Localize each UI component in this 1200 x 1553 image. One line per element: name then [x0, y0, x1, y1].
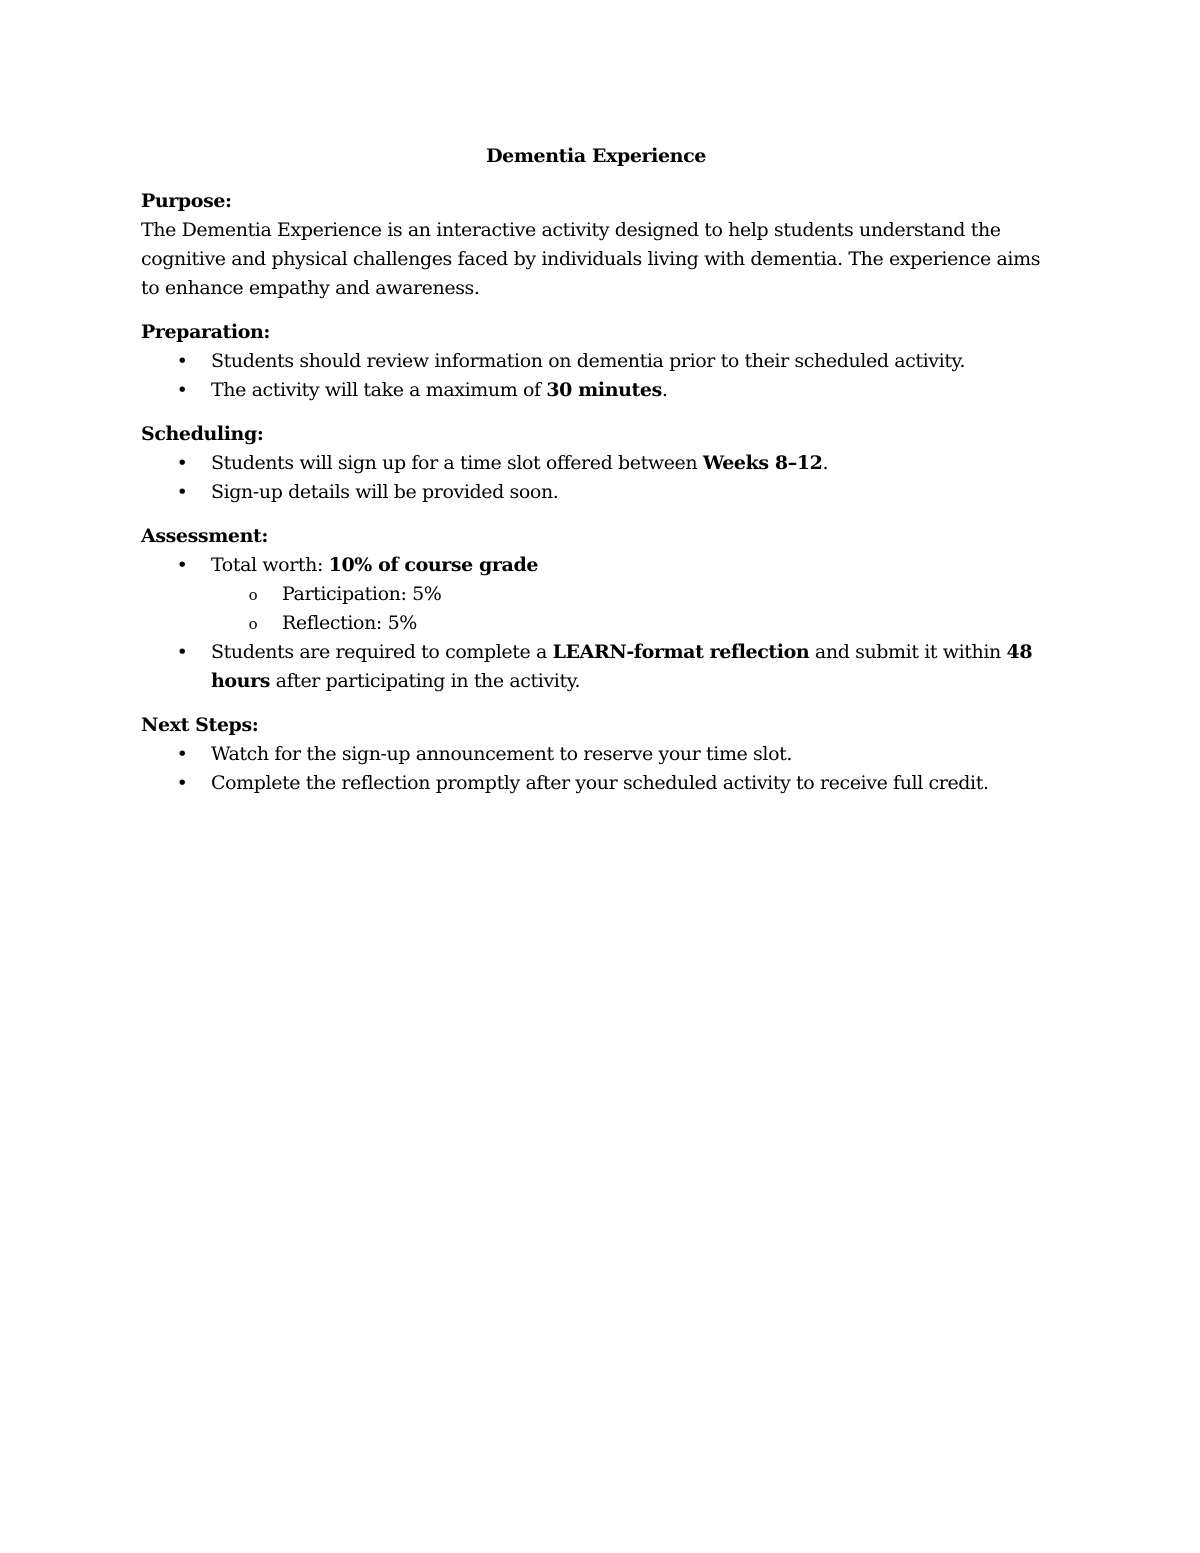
bullet-icon: • — [176, 350, 188, 372]
list-item-text: Students should review information on dementia prior to their scheduled activity. — [211, 350, 966, 372]
bullet-icon: • — [176, 743, 188, 765]
deadline-emphasis: 48 hours — [211, 641, 1033, 692]
list-item — [141, 449, 1051, 478]
bullet-icon: • — [176, 379, 188, 401]
list-item — [141, 638, 1051, 696]
scheduling-section — [141, 420, 1051, 507]
list-item — [141, 347, 1051, 376]
list-item-text: The activity will take a maximum of — [211, 379, 547, 401]
bullet-icon: • — [176, 452, 188, 474]
next-steps-section — [141, 711, 1051, 798]
assessment-section — [141, 522, 1051, 696]
preparation-heading: Preparation: — [141, 321, 270, 343]
list-item-text: . — [822, 452, 829, 474]
list-item-text: Students are required to complete a — [211, 641, 553, 663]
sub-list-item — [141, 609, 1051, 638]
document-body — [141, 140, 1051, 813]
next-steps-list — [141, 740, 1051, 798]
list-item — [141, 740, 1051, 769]
preparation-list — [141, 347, 1051, 405]
next-steps-heading: Next Steps: — [141, 714, 259, 736]
duration-emphasis: 30 minutes — [546, 379, 662, 401]
scheduling-heading: Scheduling: — [141, 423, 264, 445]
bullet-icon: • — [176, 641, 188, 663]
sub-list-item-text: Participation: 5% — [282, 583, 442, 605]
format-emphasis: LEARN-format reflection — [552, 641, 810, 663]
weeks-emphasis: Weeks 8–12 — [702, 452, 823, 474]
scheduling-list — [141, 449, 1051, 507]
list-item — [141, 376, 1051, 405]
list-item — [141, 769, 1051, 798]
document-title: Dementia Experience — [486, 145, 706, 167]
list-item-text: Total worth: — [211, 554, 329, 576]
bullet-icon: • — [176, 481, 188, 503]
preparation-section — [141, 318, 1051, 405]
assessment-list — [141, 551, 1051, 696]
purpose-section — [141, 187, 1051, 303]
sub-bullet-icon: o — [248, 615, 258, 633]
list-item-text: Watch for the sign-up announcement to reserve your time slot. — [211, 743, 792, 765]
list-item-text: and submit it within — [809, 641, 1007, 663]
bullet-icon: • — [176, 554, 188, 576]
bullet-icon: • — [176, 772, 188, 794]
sub-bullet-icon: o — [248, 586, 258, 604]
grade-emphasis: 10% of course grade — [328, 554, 539, 576]
list-item-text: . — [661, 379, 668, 401]
list-item — [141, 478, 1051, 507]
list-item-text: Sign-up details will be provided soon. — [211, 481, 559, 503]
sub-list-item — [141, 580, 1051, 609]
sub-list-item-text: Reflection: 5% — [282, 612, 417, 634]
list-item-text: after participating in the activity. — [270, 670, 581, 692]
purpose-heading: Purpose: — [141, 190, 232, 212]
list-item-text: Complete the reflection promptly after your scheduled activity to receive full credit. — [211, 772, 989, 794]
list-item — [141, 551, 1051, 580]
assessment-heading: Assessment: — [141, 525, 269, 547]
purpose-text: The Dementia Experience is an interactive activity designed to help students understand the cognitive and physical challenges faced by individuals living with dementia. The experience aims to enhance empathy and awareness. — [141, 219, 1041, 299]
list-item-text: Students will sign up for a time slot offered between — [211, 452, 703, 474]
